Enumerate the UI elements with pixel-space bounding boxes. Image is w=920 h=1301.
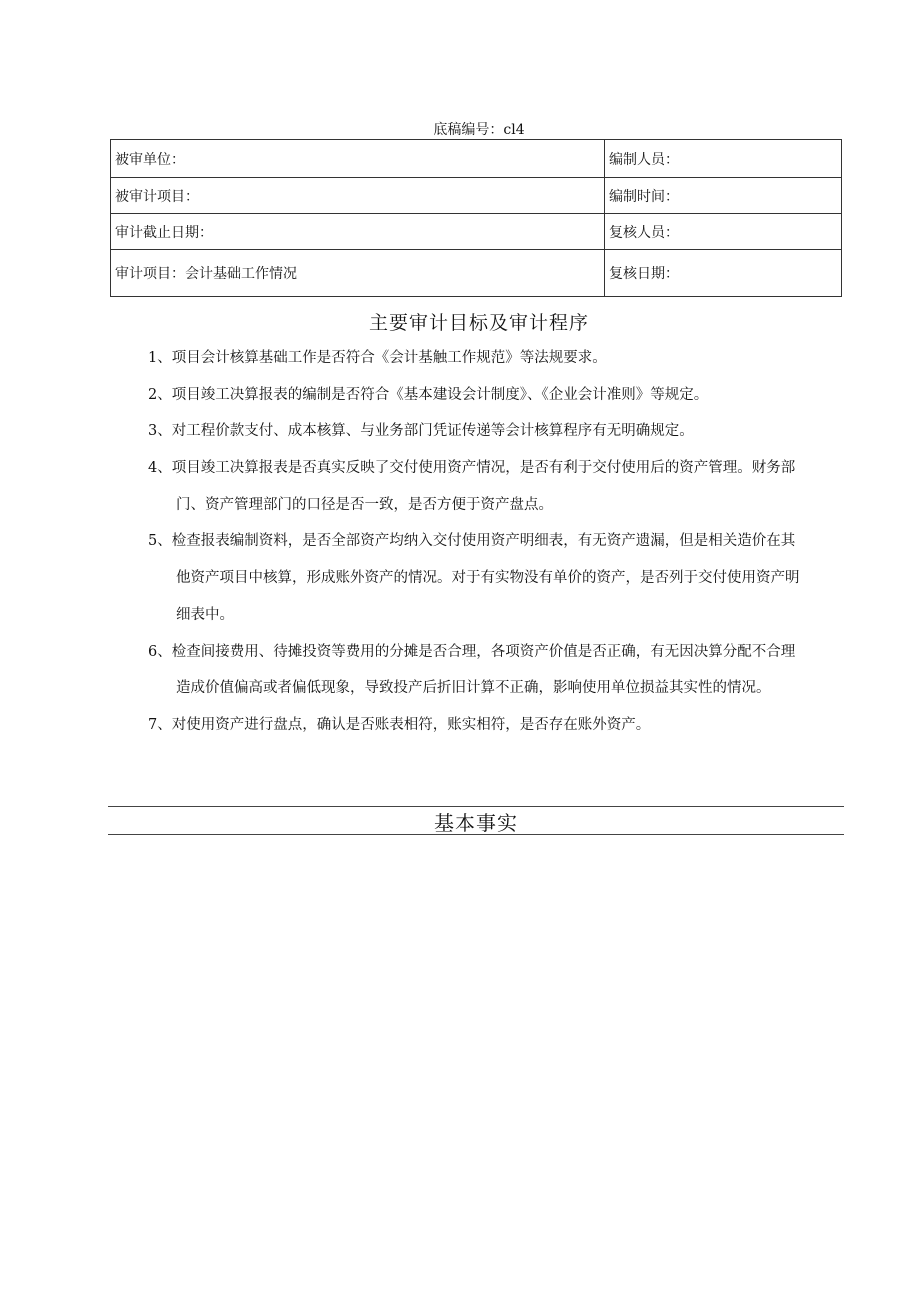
list-item — [148, 528, 848, 638]
table-row — [111, 140, 842, 178]
preparer-cell: 编制人员： — [605, 140, 842, 178]
list-item — [148, 712, 848, 749]
facts-title: 基本事实 — [434, 811, 518, 835]
table-row — [111, 214, 842, 250]
draft-number: 底稿编号：cl4 — [433, 122, 525, 138]
list-item — [148, 418, 848, 455]
procedure-list — [148, 345, 848, 749]
audited-unit-cell: 被审单位： — [111, 140, 605, 178]
list-item-line: 7、对使用资产进行盘点，确认是否账表相符，账实相符，是否存在账外资产。 — [148, 716, 651, 733]
list-item-line: 1、项目会计核算基础工作是否符合《会计基触工作规范》等法规要求。 — [148, 350, 607, 366]
reviewer-cell: 复核人员： — [605, 214, 842, 250]
section-title: 主要审计目标及审计程序 — [368, 312, 589, 334]
list-item — [148, 639, 848, 712]
list-item-line: 4、项目竣工决算报表是否真实反映了交付使用资产情况，是否有利于交付使用后的资产管理。财务部 — [148, 460, 796, 477]
audit-item-cell: 审计项目：会计基础工作情况 — [111, 250, 605, 297]
list-item-line: 细表中。 — [176, 606, 234, 623]
list-item-line: 门、资产管理部门的口径是否一致，是否方便于资产盘点。 — [176, 496, 553, 513]
table-row — [111, 250, 842, 297]
prepared-time-cell: 编制时间： — [605, 178, 842, 214]
list-item-line: 6、检查间接费用、待摊投资等费用的分摊是否合理，各项资产价值是否正确，有无因决算分配不合理 — [148, 643, 796, 660]
list-item-line: 3、对工程价款支付、成本核算、与业务部门凭证传递等会计核算程序有无明确规定。 — [148, 423, 694, 440]
table-row — [111, 178, 842, 214]
header-table — [110, 139, 842, 297]
list-item — [148, 345, 848, 382]
cutoff-date-cell: 审计截止日期： — [111, 214, 605, 250]
audited-project-cell: 被审计项目： — [111, 178, 605, 214]
list-item-line: 2、项目竣工决算报表的编制是否符合《基本建设会计制度》、《企业会计准则》等规定。 — [148, 386, 709, 403]
list-item — [148, 455, 848, 528]
list-item-line: 5、检查报表编制资料，是否全部资产均纳入交付使用资产明细表，有无资产遗漏，但是相关造价在其 — [148, 533, 796, 550]
review-date-cell: 复核日期： — [605, 250, 842, 297]
list-item-line: 造成价值偏高或者偏低现象，导致投产后折旧计算不正确，影响使用单位损益其实性的情况。 — [176, 680, 771, 697]
list-item — [148, 382, 848, 419]
divider — [108, 834, 844, 835]
list-item-line: 他资产项目中核算，形成账外资产的情况。对于有实物没有单价的资产，是否列于交付使用资产明 — [176, 570, 800, 587]
